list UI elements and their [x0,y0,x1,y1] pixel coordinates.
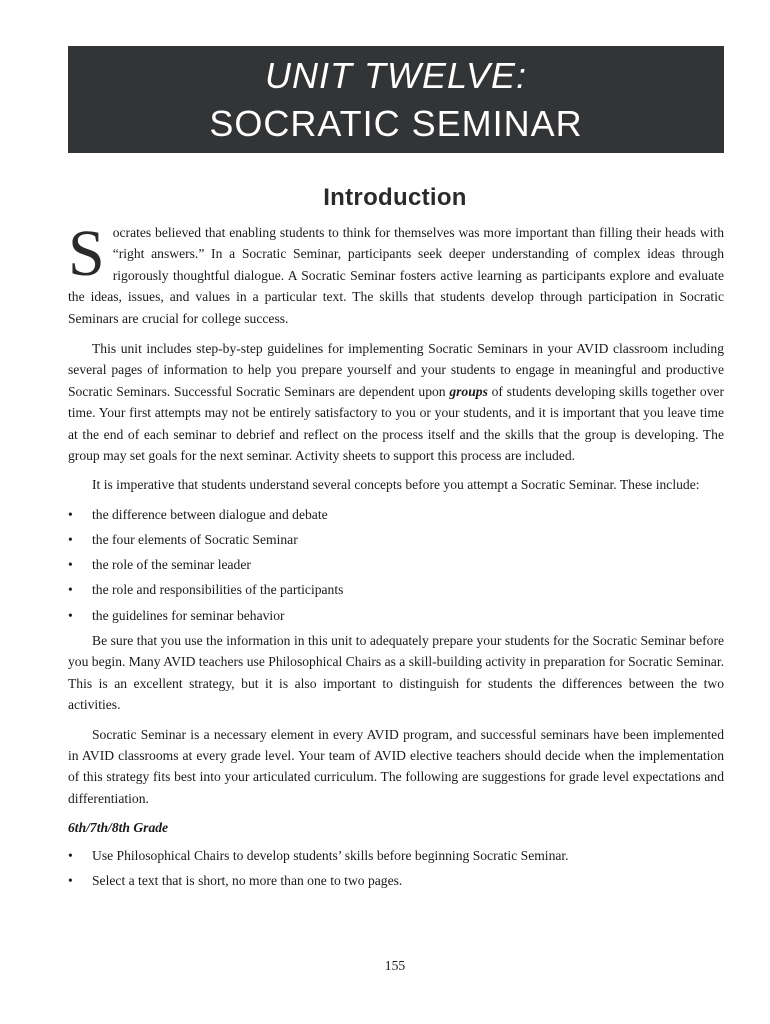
bullet-icon: • [68,872,73,888]
intro-paragraph-1 [68,217,724,329]
bullet-icon: • [68,557,73,573]
unit-topic-title: SOCRATIC SEMINAR [209,103,583,144]
intro-paragraph-2-text-b: of students developing skills together over time. Your first attempts may not be entirely satisfactory to you or your students, and it is important that you leave time at the end of each seminar to debrief and reflect on the process itself and the skills that the group is developing. The group may set goals for the next seminar. Activity sheets to support this process are included. [68,383,724,464]
intro-paragraph-1-text: ocrates believed that enabling students to think for themselves was more important than filling their heads with “right answers.” In a Socratic Seminar, participants seek deeper understanding of complex ideas through rigorously thoughtful dialogue. A Socratic Seminar fosters active learning as participants explore and evaluate the ideas, issues, and values in a particular text. The skills that students develop through participation in Socratic Seminars are crucial for college success. [68,225,724,326]
list-item-text: Use Philosophical Chairs to develop students’ skills before beginning Socratic Seminar. [92,847,569,863]
intro-paragraph-3: It is imperative that students understand several concepts before you attempt a Socratic Seminar. These include: [92,477,700,493]
drop-cap: S [68,217,105,290]
list-item-text: the four elements of Socratic Seminar [92,532,298,548]
section-heading: Introduction [323,184,467,211]
list-item [68,605,724,626]
list-item [68,870,724,891]
unit-title-banner [68,46,724,153]
intro-paragraph-2-text-a: This unit includes step-by-step guidelines for implementing Socratic Seminars in your AVID classroom including several pages of information to help you prepare yourself and your students to engage in meaningful and productive Socratic Seminars. Successful Socratic Seminars are dependent upon [68,341,724,399]
page-number: 155 [384,958,406,973]
concepts-list [68,504,724,626]
list-item [68,554,724,575]
grade-suggestions-list [68,845,724,892]
list-item-text: the difference between dialogue and debate [92,506,328,522]
bullet-icon: • [68,847,73,863]
intro-paragraph-2 [68,338,724,466]
list-item [68,845,724,866]
list-item [68,579,724,600]
paragraph-4: Be sure that you use the information in this unit to adequately prepare your students for the Socratic Seminar before you begin. Many AVID teachers use Philosophical Chairs as a skill-building activity in preparation for Socratic Seminar. This is an excellent strategy, but it is also important to distinguish for students the differences between the two activities. [68,632,724,713]
list-item-text: the role and responsibilities of the participants [92,582,344,598]
bullet-icon: • [68,582,73,598]
list-item-text: the role of the seminar leader [92,557,251,573]
list-item-text: the guidelines for seminar behavior [92,607,285,623]
unit-number-title: UNIT TWELVE: [264,55,528,96]
emphasis-groups: groups [449,383,488,399]
list-item [68,504,724,525]
paragraph-5: Socratic Seminar is a necessary element in every AVID program, and successful seminars have been implemented in AVID classrooms at every grade level. Your team of AVID elective teachers should decide when the implementation of this strategy fits best into your articulated curriculum. The following are suggestions for grade level expectations and differentiation. [68,726,724,806]
bullet-icon: • [68,532,73,548]
bullet-icon: • [68,607,73,623]
body-text [68,217,724,895]
grade-section-title: 6th/7th/8th Grade [68,820,169,836]
list-item [68,529,724,550]
list-item-text: Select a text that is short, no more than one to two pages. [92,872,403,888]
bullet-icon: • [68,506,73,522]
